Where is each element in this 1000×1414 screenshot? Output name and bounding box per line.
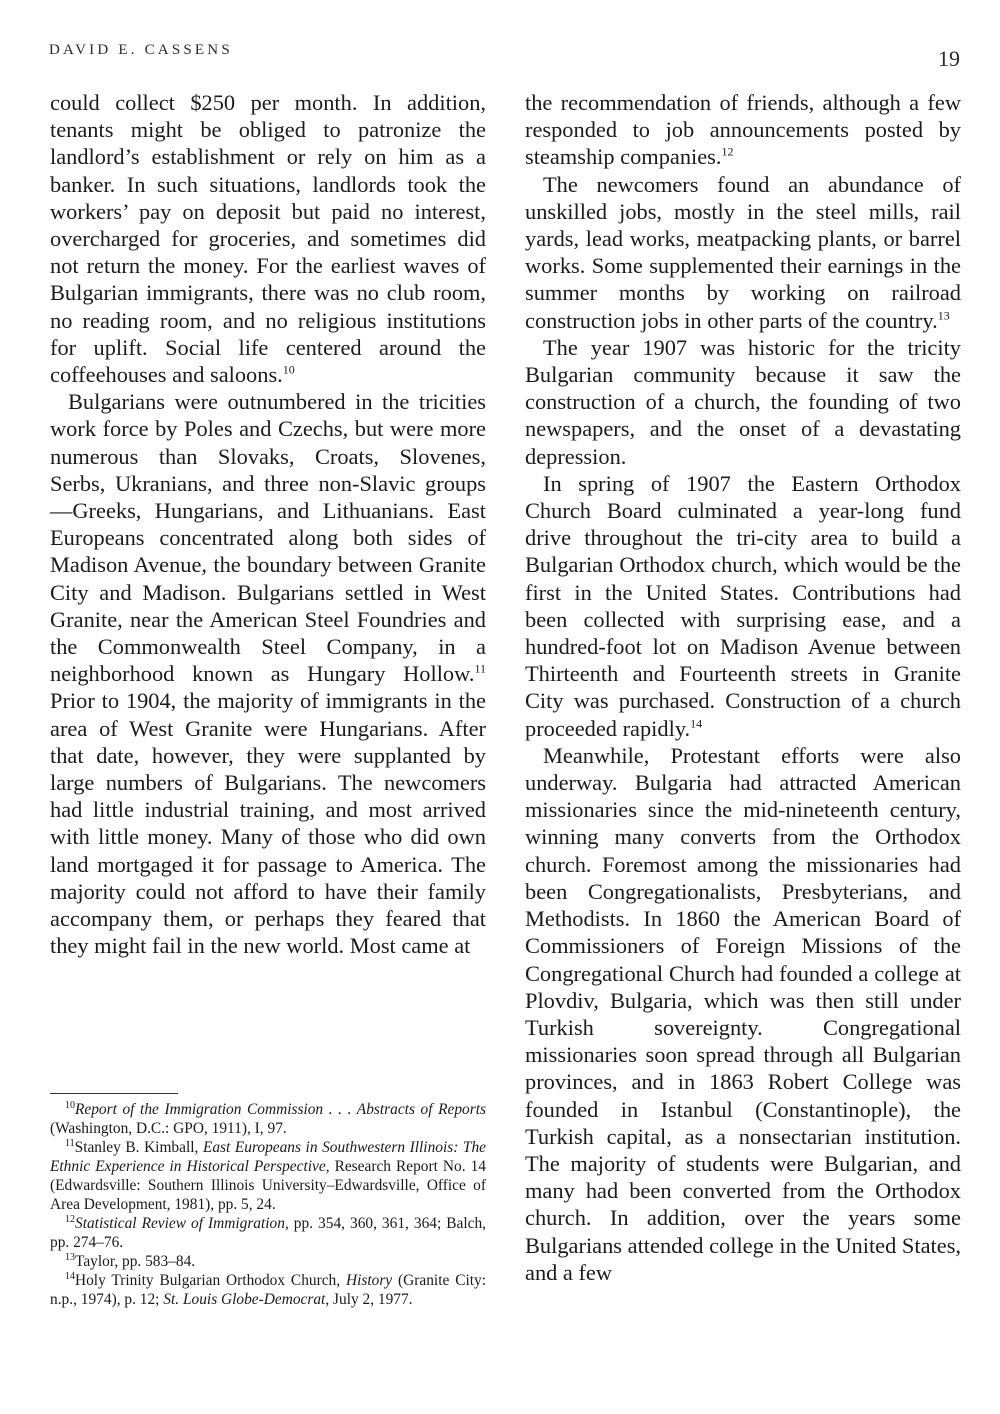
paragraph: Bulgarians were outnumbered in the tricities work force by Poles and Czechs, but were more numerous than Slovaks, Croats, Slovenes, Serbs, Ukranians, and three non-Slavic groups—Greeks, Hungarians, and Lithuanians. East Europeans concentrated along both sides of Madison Avenue, the boundary between Granite City and Madison. Bulgarians settled in West Granite, near the American Steel Foundries and the Commonwealth Steel Company, in a neighborhood known as Hungary Hollow.$^{11}$ Prior to 1904, the majority of immigrants in the area of West Granite were Hungarians. After that date, however, they were supplanted by large numbers of Bulgarians. The newcomers had little industrial training, and most arrived with little money. Many of those who did own land mortgaged it for passage to America. The majority could not afford to have their family accompany them, or perhaps they feared that they might fail in the new world. Most came at <box>50 389 486 959</box>
footnote-ref: 11 <box>474 661 486 676</box>
paragraph: The year 1907 was historic for the tricity Bulgarian community because it saw the construction of a church, the founding of two newspapers, and the onset of a devastating depression. <box>525 334 961 469</box>
footnote-rule <box>50 1093 178 1094</box>
footnote-ref: 12 <box>721 144 734 159</box>
right-column <box>525 89 961 1286</box>
footnote: $^{14}$Holy Trinity Bulgarian Orthodox Church, History (Granite City: n.p., 1974), p. 12; St. Louis Globe-Democrat, July 2, 1977. <box>50 1270 486 1308</box>
paragraph: Meanwhile, Protestant efforts were also underway. Bulgaria had attracted American missionaries since the mid-nineteenth century, winning many converts from the Orthodox church. Foremost among the missionaries had been Congregationalists, Presbyterians, and Methodists. In 1860 the American Board of Commissioners of Foreign Missions of the Congregational Church had founded a college at Plovdiv, Bulgaria, which was then still under Turkish sovereignty. Congregational missionaries soon spread through all Bulgarian provinces, and in 1863 Robert College was founded in Istanbul (Constantinople), the Turkish capital, as a nonsectarian institution. The majority of students were Bulgarian, and many had been converted from the Orthodox church. In addition, over the years some Bulgarians attended college in the United States, and a few <box>525 742 961 1285</box>
paragraph: could collect $250 per month. In addition, tenants might be obliged to patronize the landlord’s establishment or rely on him as a banker. In such situations, landlords took the workers’ pay on deposit but paid no interest, overcharged for groceries, and sometimes did not return the money. For the earliest waves of Bulgarian immigrants, there was no club room, no reading room, and no religious institutions for uplift. Social life centered around the coffeehouses and saloons.$^{10}$ <box>50 90 486 388</box>
paragraph: In spring of 1907 the Eastern Orthodox Church Board culminated a year-long fund drive throughout the tri-city area to build a Bulgarian Orthodox church, which would be the first in the United States. Contributions had been collected with surprising ease, and a hundred-foot lot on Madison Avenue between Thirteenth and Fourteenth streets in Granite City was purchased. Construction of a church proceeded rapidly.$^{14}$ <box>525 470 961 741</box>
footnote: $^{13}$Taylor, pp. 583–84. <box>65 1251 196 1270</box>
footnote: $^{10}$Report of the Immigration Commission . . . Abstracts of Reports (Washington, D.C.: GPO, 1911), I, 97. <box>50 1099 486 1137</box>
footnote: $^{12}$Statistical Review of Immigration, pp. 354, 360, 361, 364; Balch, pp. 274–76. <box>50 1213 486 1251</box>
footnote-ref: 10 <box>282 362 295 377</box>
running-head: DAVID E. CASSENS <box>49 42 233 58</box>
footnote-ref: 13 <box>937 308 950 323</box>
left-column <box>50 89 486 960</box>
page-number: 19 <box>938 46 960 71</box>
footnote-ref: 14 <box>690 716 703 731</box>
paragraph: The newcomers found an abundance of unskilled jobs, mostly in the steel mills, rail yards, lead works, meatpacking plants, or barrel works. Some supplemented their earnings in the summer months by working on railroad construction jobs in other parts of the country.$^{13}$ <box>525 171 961 333</box>
footnotes <box>50 1100 486 1309</box>
paragraph: the recommendation of friends, although a few responded to job announcements posted by steamship companies.$^{12}$ <box>525 90 961 170</box>
footnote: $^{11}$Stanley B. Kimball, East Europeans in Southwestern Illinois: The Ethnic Experience in Historical Perspective, Research Report No. 14 (Edwardsville: Southern Illinois University–Edwardsville, Office of Area Development, 1981), pp. 5, 24. <box>50 1137 487 1213</box>
